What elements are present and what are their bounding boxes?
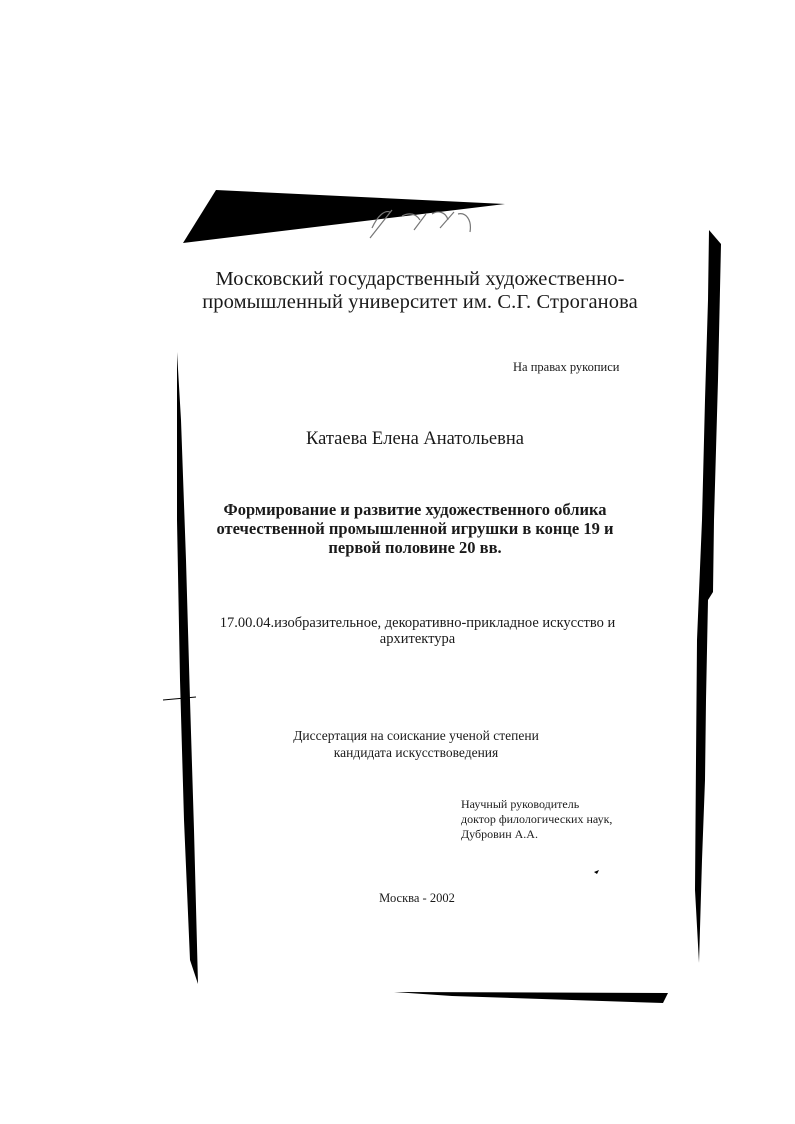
- author-name: Катаева Елена Анатольевна: [306, 429, 524, 449]
- dissertation-title-line-2: отечественной промышленной игрушки в конце 19 и: [216, 519, 614, 538]
- supervisor-label: Научный руководитель: [461, 797, 580, 811]
- scan-line-left: [163, 697, 196, 700]
- university-name-line-1: Московский государственный художественно-: [215, 268, 625, 290]
- scan-speck: [594, 870, 599, 874]
- scan-edge-right: [695, 230, 721, 963]
- city-and-year: Москва - 2002: [379, 891, 455, 905]
- degree-statement-line-1: Диссертация на соискание ученой степени: [293, 728, 539, 743]
- university-name-line-2: промышленный университет им. С.Г. Строганова: [202, 291, 638, 313]
- dissertation-title-line-3: первой половине 20 вв.: [328, 538, 502, 557]
- degree-statement-line-2: кандидата искусствоведения: [333, 745, 499, 760]
- scan-edge-top: [183, 190, 505, 243]
- supervisor-degree: доктор филологических наук,: [461, 812, 613, 826]
- scan-edge-bottom: [394, 992, 668, 1003]
- supervisor-name: Дубровин А.А.: [461, 827, 538, 841]
- rights-note: На правах рукописи: [513, 360, 620, 374]
- dissertation-title-line-1: Формирование и развитие художественного облика: [223, 500, 607, 519]
- specialty-line-1: 17.00.04.изобразительное, декоративно-прикладное искусство и: [219, 615, 616, 631]
- specialty-line-2: архитектура: [379, 631, 456, 647]
